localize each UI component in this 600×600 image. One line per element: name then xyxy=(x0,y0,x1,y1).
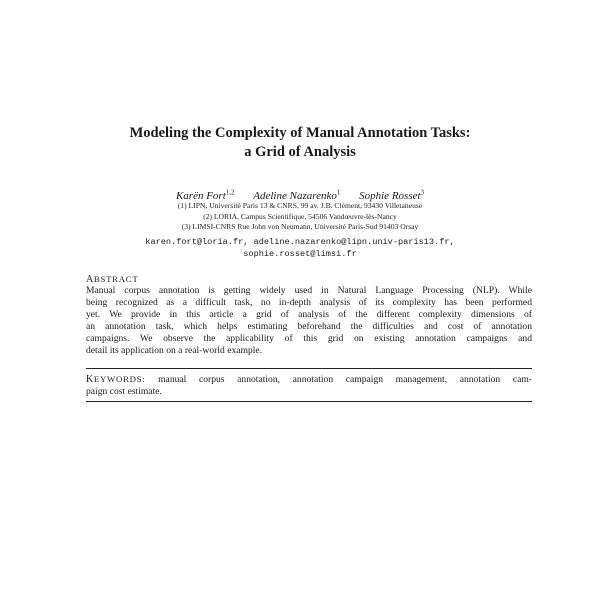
abstract-text xyxy=(86,285,532,357)
author-name: Adeline Nazarenko xyxy=(253,189,337,202)
keywords-top-divider xyxy=(86,368,532,369)
abstract-line: yet. We provide in this article a grid of analysis of the different complexity dimensions of xyxy=(86,309,532,320)
keywords-line-1 xyxy=(86,373,532,386)
abstract-line: detail its application on a real-world example. xyxy=(86,345,263,356)
title-line-2: a Grid of Analysis xyxy=(244,144,356,160)
author-affil-marker: 1,2 xyxy=(225,188,235,196)
abstract-heading xyxy=(86,274,532,285)
author-3 xyxy=(359,190,424,202)
affiliation-3: (3) LIMSI-CNRS Rue John von Neumann, Université Paris-Sud 91403 Orsay xyxy=(181,222,419,231)
abstract-line: an annotation task, which helps estimating beforehand the difficulties and cost of annotation xyxy=(86,321,532,332)
keywords-heading xyxy=(86,374,145,384)
author-1 xyxy=(176,190,235,202)
author-affil-marker: 3 xyxy=(420,188,425,196)
keywords-text: manual corpus annotation, annotation campaign management, annotation cam- xyxy=(158,374,532,385)
affiliation-list xyxy=(60,201,540,233)
abstract-line: being recognized as a difficult task, no in-depth analysis of its complexity has been performed xyxy=(86,297,532,308)
author-list xyxy=(60,185,540,203)
author-affil-marker: 1 xyxy=(336,188,341,196)
affiliation-1: (1) LIPN, Université Paris 13 & CNRS, 99 av. J.B. Clément, 93430 Villetaneuse xyxy=(177,201,423,210)
keywords-bottom-divider xyxy=(86,401,532,402)
author-name: Sophie Rosset xyxy=(359,189,421,202)
email-list xyxy=(60,236,540,260)
author-name: Karën Fort xyxy=(175,189,226,202)
keywords-section xyxy=(86,373,532,398)
title-line-1: Modeling the Complexity of Manual Annotation Tasks: xyxy=(129,125,471,141)
affiliation-2: (2) LORIA, Campus Scientifique, 54506 Vandœuvre-lès-Nancy xyxy=(203,211,397,221)
keywords-line-2: paign cost estimate. xyxy=(86,386,162,397)
abstract-heading-rest: BSTRACT xyxy=(93,274,139,284)
abstract-heading-initial: A xyxy=(86,274,94,285)
paper-title xyxy=(60,124,540,162)
keywords-heading-initial: K xyxy=(86,374,94,385)
author-2 xyxy=(253,190,340,202)
keywords-heading-rest: EYWORDS: xyxy=(93,374,146,384)
abstract-line: campaigns. We observe the applicability of this grid on existing annotation campaigns and xyxy=(86,333,532,344)
email-line-1: karen.fort@loria.fr, adeline.nazarenko@lipn.univ-paris13.fr, xyxy=(145,237,455,247)
abstract-line: Manual corpus annotation is getting widely used in Natural Language Processing (NLP). While xyxy=(86,285,532,296)
email-line-2: sophie.rosset@limsi.fr xyxy=(243,249,357,259)
abstract-section xyxy=(86,274,532,357)
